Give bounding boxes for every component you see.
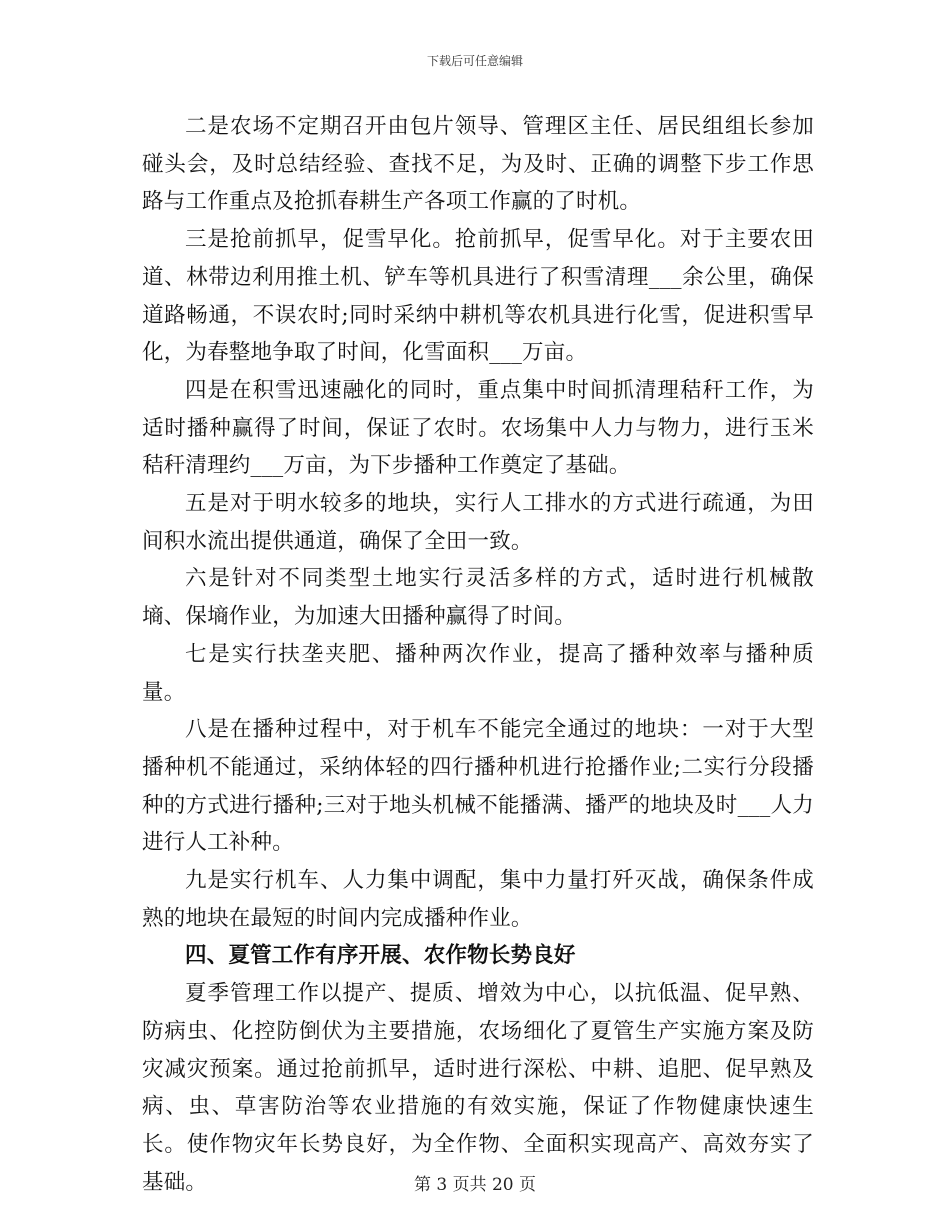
paragraph-3: 三是抢前抓早，促雪早化。抢前抓早，促雪早化。对于主要农田道、林带边利用推土机、铲车等机具进行了积雪清理___余公里，确保道路畅通，不误农时;同时采纳中耕机等农机具进行化雪，促进积雪早化，为春整地争取了时间，化雪面积___万亩。 xyxy=(142,227,814,366)
paragraph-2: 二是农场不定期召开由包片领导、管理区主任、居民组组长参加碰头会，及时总结经验、查找不足，为及时、正确的调整下步工作思路与工作重点及抢抓春耕生产各项工作赢的了时机。 xyxy=(142,114,814,215)
paragraph-9: 九是实行机车、人力集中调配，集中力量打歼灭战，确保条件成熟的地块在最短的时间内完成播种作业。 xyxy=(142,868,814,931)
page-footer: 第 3 页共 20 页 xyxy=(413,1175,537,1195)
paragraph-5: 五是对于明水较多的地块，实行人工排水的方式进行疏通，为田间积水流出提供通道，确保了全田一致。 xyxy=(142,491,814,554)
page-header: 下载后可任意编辑 xyxy=(426,54,523,68)
paragraph-8: 八是在播种过程中，对于机车不能完全通过的地块：一对于大型播种机不能通过，采纳体轻的四行播种机进行抢播作业;二实行分段播种的方式进行播种;三对于地头机械不能播满、播严的地块及时___人力进行人工补种。 xyxy=(142,717,814,856)
paragraph-7: 七是实行扶垄夹肥、播种两次作业，提高了播种效率与播种质量。 xyxy=(142,641,814,705)
section-paragraph: 夏季管理工作以提产、提质、增效为中心，以抗低温、促早熟、防病虫、化控防倒伏为主要措施，农场细化了夏管生产实施方案及防灾减灾预案。通过抢前抓早，适时进行深松、中耕、追肥、促早熟及病、虫、草害防治等农业措施的有效实施，保证了作物健康快速生长。使作物灾年长势良好，为全作物、全面积实现高产、高效夯实了基础。 xyxy=(142,981,814,1195)
section-heading: 四、夏管工作有序开展、农作物长势良好 xyxy=(185,943,576,969)
document-body xyxy=(142,108,814,1201)
paragraph-6: 六是针对不同类型土地实行灵活多样的方式，适时进行机械散墒、保墒作业，为加速大田播种赢得了时间。 xyxy=(142,566,814,630)
paragraph-4: 四是在积雪迅速融化的同时，重点集中时间抓清理秸秆工作，为适时播种赢得了时间，保证了农时。农场集中人力与物力，进行玉米秸秆清理约___万亩，为下步播种工作奠定了基础。 xyxy=(142,377,814,479)
